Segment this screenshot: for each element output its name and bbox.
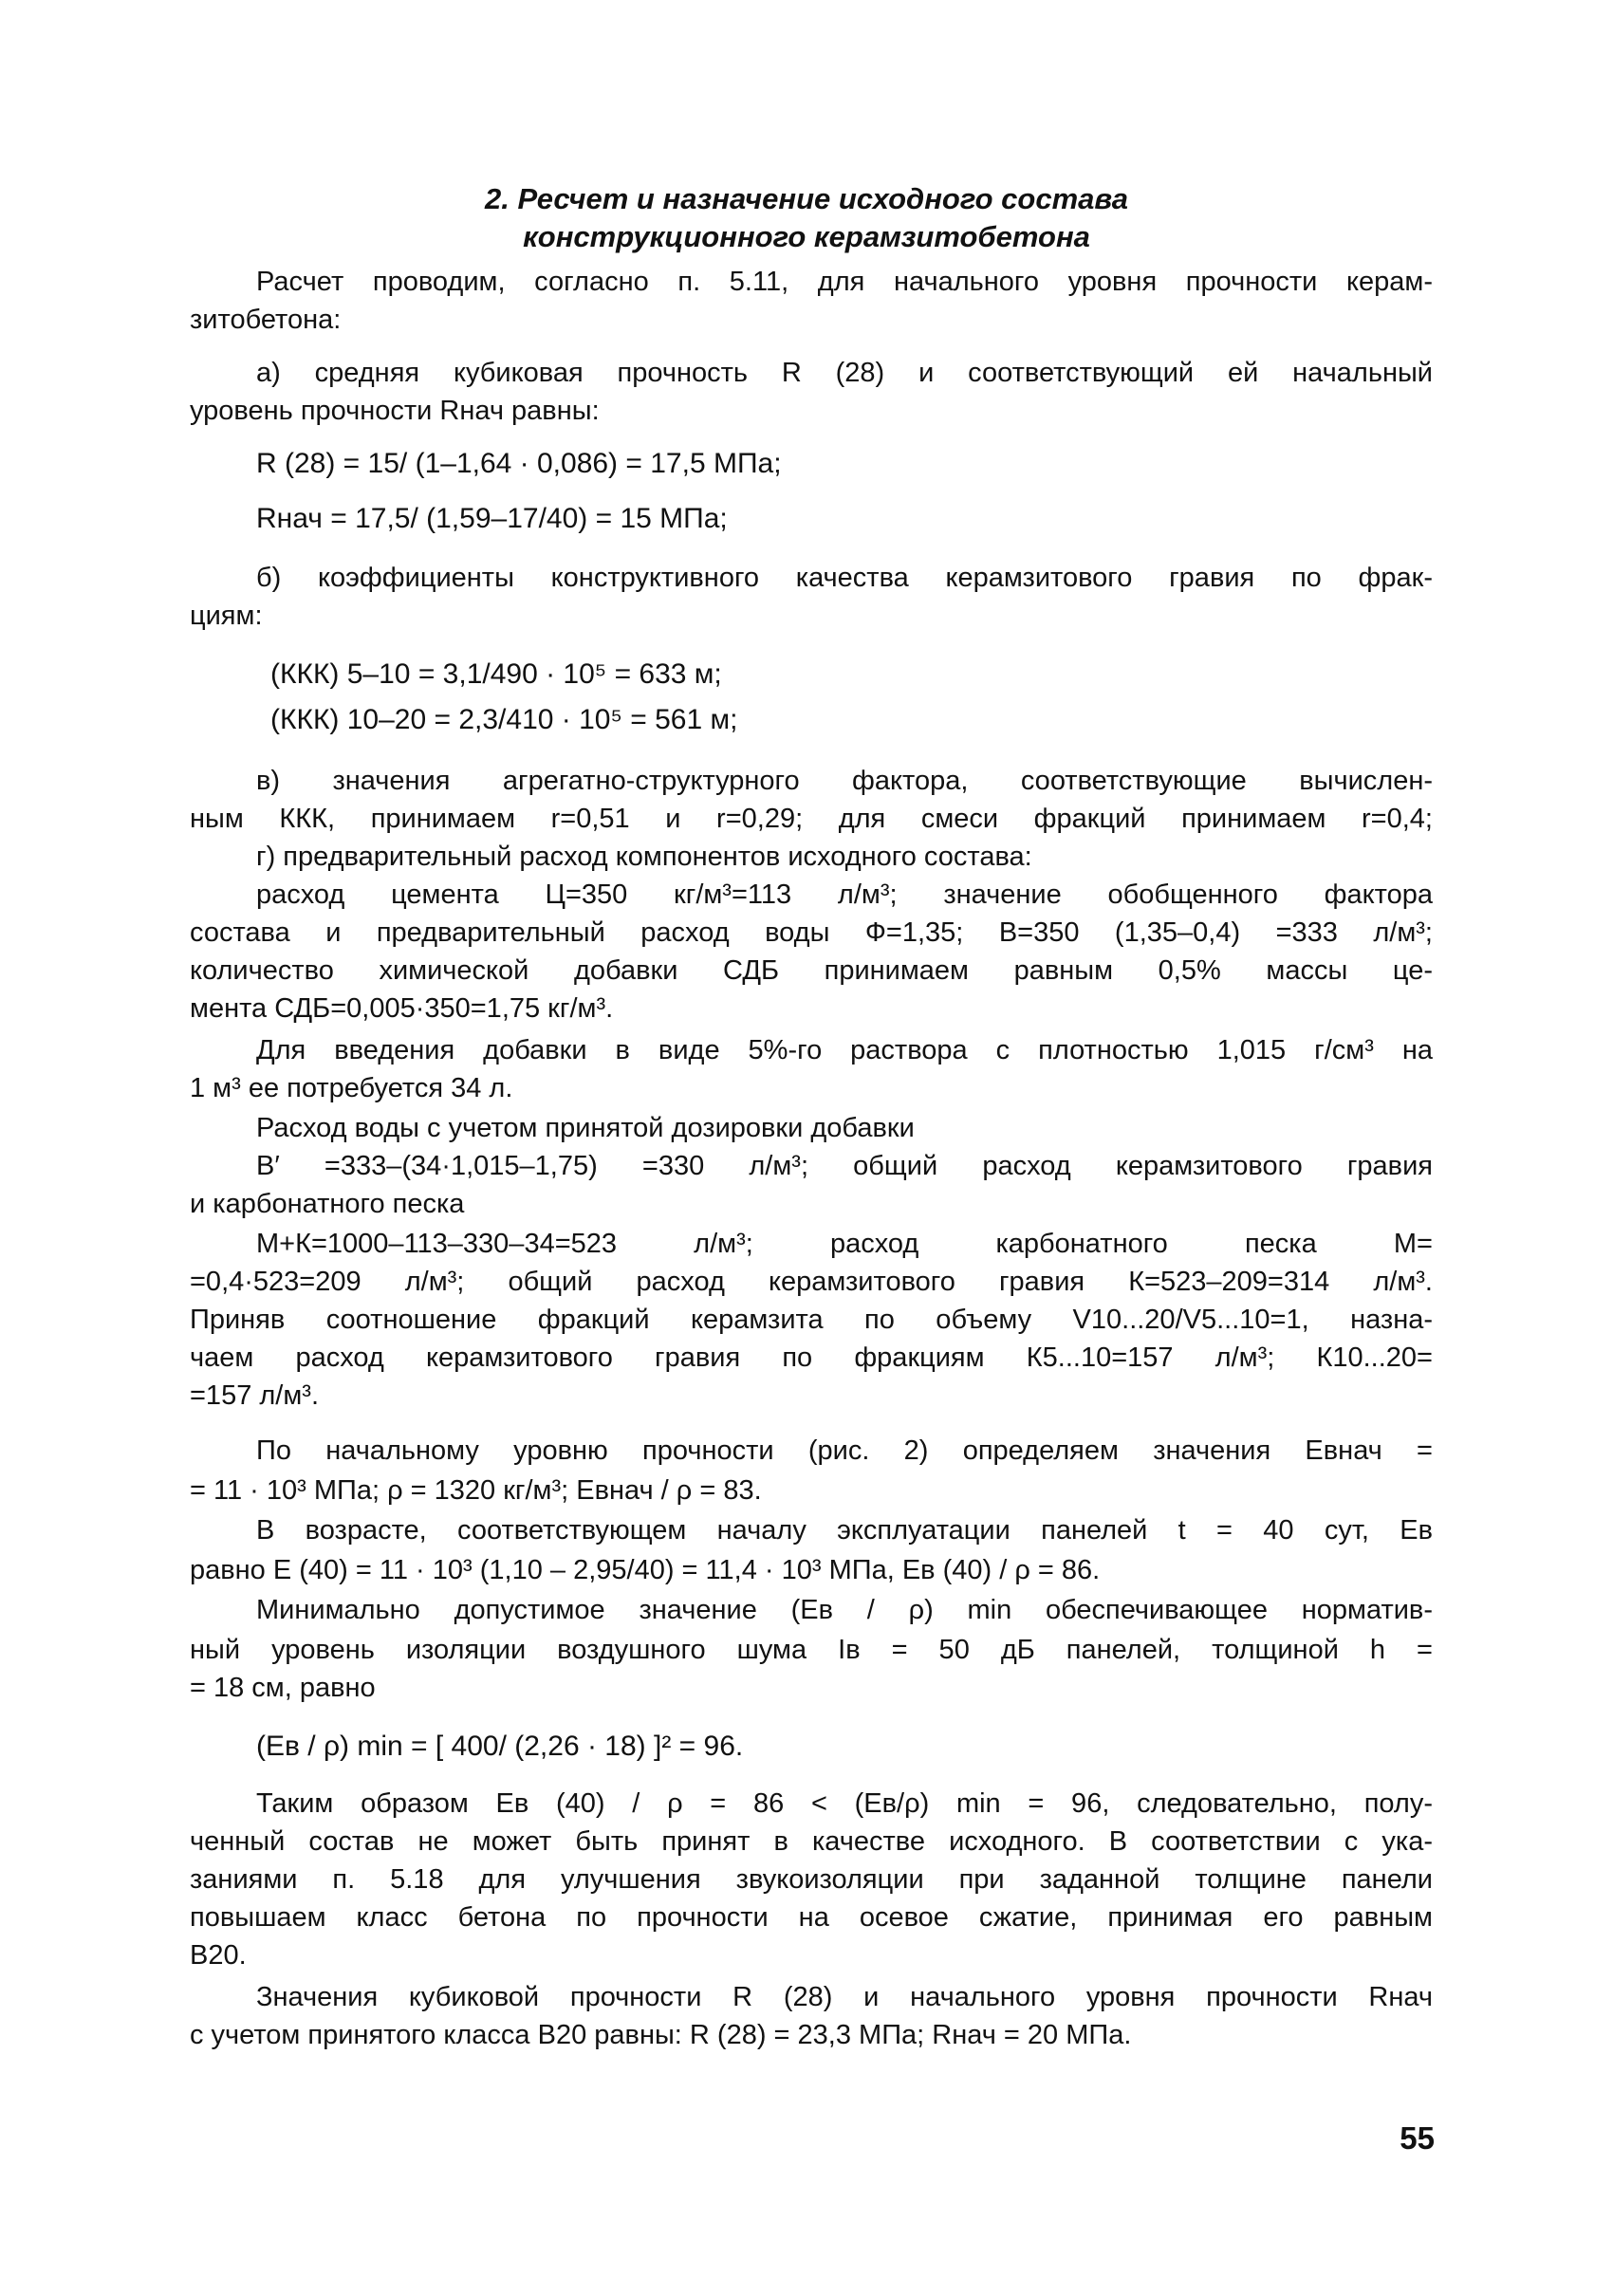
paragraph-line: равно E (40) = 11 · 10³ (1,10 – 2,95/40) = 11,4 · 10³ МПа, Eв (40) / ρ = 86. <box>190 1555 1101 1585</box>
paragraph-line: По начальному уровню прочности (рис. 2) определяем значения Eвнач = <box>256 1435 1433 1466</box>
paragraph-line: ным ККК, принимаем r=0,51 и r=0,29; для смеси фракций принимаем r=0,4; <box>190 804 1433 834</box>
paragraph-line: в) значения агрегатно-структурного фактора, соответствующие вычислен- <box>256 766 1433 796</box>
paragraph-line: Минимально допустимое значение (Eв / ρ) min обеспечивающее норматив- <box>256 1595 1433 1625</box>
paragraph-line: =157 л/м³. <box>190 1380 320 1411</box>
paragraph-line: г) предварительный расход компонентов исходного состава: <box>256 842 1032 872</box>
paragraph-line: и карбонатного песка <box>190 1189 465 1219</box>
paragraph-line: чаем расход керамзитового гравия по фракциям К5...10=157 л/м³; К10...20= <box>190 1342 1433 1373</box>
paragraph-line: В20. <box>190 1940 247 1971</box>
paragraph-line: = 18 см, равно <box>190 1673 376 1703</box>
paragraph-line: заниями п. 5.18 для улучшения звукоизоляции при заданной толщине панели <box>190 1864 1433 1895</box>
paragraph-line: уровень прочности Rнач равны: <box>190 396 600 426</box>
formula-line: (Eв / ρ) min = [ 400/ (2,26 · 18) ]² = 96. <box>256 1731 744 1762</box>
paragraph-line: а) средняя кубиковая прочность R (28) и соответствующий ей начальный <box>256 358 1433 388</box>
formula-line: Rнач = 17,5/ (1,59–17/40) = 15 МПа; <box>256 503 728 534</box>
page-number: 55 <box>1400 2120 1435 2156</box>
paragraph-line: Расчет проводим, согласно п. 5.11, для начального уровня прочности керам- <box>256 267 1433 297</box>
formula-line: (ККК) 10–20 = 2,3/410 · 10⁵ = 561 м; <box>270 704 738 735</box>
section-heading-line-1: 2. Ресчет и назначение исходного состава <box>485 182 1128 215</box>
formula-line: R (28) = 15/ (1–1,64 · 0,086) = 17,5 МПа; <box>256 448 782 479</box>
paragraph-line: количество химической добавки СДБ принимаем равным 0,5% массы це- <box>190 955 1433 986</box>
paragraph-line: с учетом принятого класса В20 равны: R (28) = 23,3 МПа; Rнач = 20 МПа. <box>190 2020 1132 2050</box>
paragraph-line: Значения кубиковой прочности R (28) и начального уровня прочности Rнач <box>256 1982 1433 2012</box>
paragraph-line: циям: <box>190 601 263 631</box>
paragraph-line: расход цемента Ц=350 кг/м³=113 л/м³; значение обобщенного фактора <box>256 880 1433 910</box>
paragraph-line: ный уровень изоляции воздушного шума Iв = 50 дБ панелей, толщиной h = <box>190 1635 1433 1665</box>
paragraph-line: Для введения добавки в виде 5%-го раствора с плотностью 1,015 г/см³ на <box>256 1035 1433 1065</box>
paragraph-line: б) коэффициенты конструктивного качества керамзитового гравия по фрак- <box>256 563 1433 593</box>
paragraph-line: ченный состав не может быть принят в качестве исходного. В соответствии с ука- <box>190 1826 1433 1857</box>
paragraph-line: зитобетона: <box>190 305 342 335</box>
paragraph-line: состава и предварительный расход воды Ф=1,35; В=350 (1,35–0,4) =333 л/м³; <box>190 917 1433 948</box>
paragraph-line: М+К=1000–113–330–34=523 л/м³; расход карбонатного песка М= <box>256 1229 1433 1259</box>
paragraph-line: повышаем класс бетона по прочности на осевое сжатие, принимая его равным <box>190 1902 1433 1933</box>
section-heading-line-2: конструкционного керамзитобетона <box>523 220 1090 253</box>
formula-line: (ККК) 5–10 = 3,1/490 · 10⁵ = 633 м; <box>270 658 722 690</box>
paragraph-line: Расход воды с учетом принятой дозировки добавки <box>256 1113 915 1143</box>
paragraph-line: В возрасте, соответствующем началу эксплуатации панелей t = 40 сут, Eв <box>256 1515 1433 1546</box>
paragraph-line: 1 м³ ее потребуется 34 л. <box>190 1073 513 1103</box>
paragraph-line: Приняв соотношение фракций керамзита по объему V10...20/V5...10=1, назна- <box>190 1305 1433 1335</box>
paragraph-line: мента СДБ=0,005·350=1,75 кг/м³. <box>190 993 614 1024</box>
paragraph-line: В′ =333–(34·1,015–1,75) =330 л/м³; общий расход керамзитового гравия <box>256 1151 1433 1181</box>
paragraph-line: Таким образом Eв (40) / ρ = 86 < (Eв/ρ) min = 96, следовательно, полу- <box>256 1788 1433 1819</box>
paragraph-line: =0,4·523=209 л/м³; общий расход керамзитового гравия К=523–209=314 л/м³. <box>190 1267 1433 1297</box>
paragraph-line: = 11 · 10³ МПа; ρ = 1320 кг/м³; Eвнач / ρ = 83. <box>190 1475 762 1506</box>
